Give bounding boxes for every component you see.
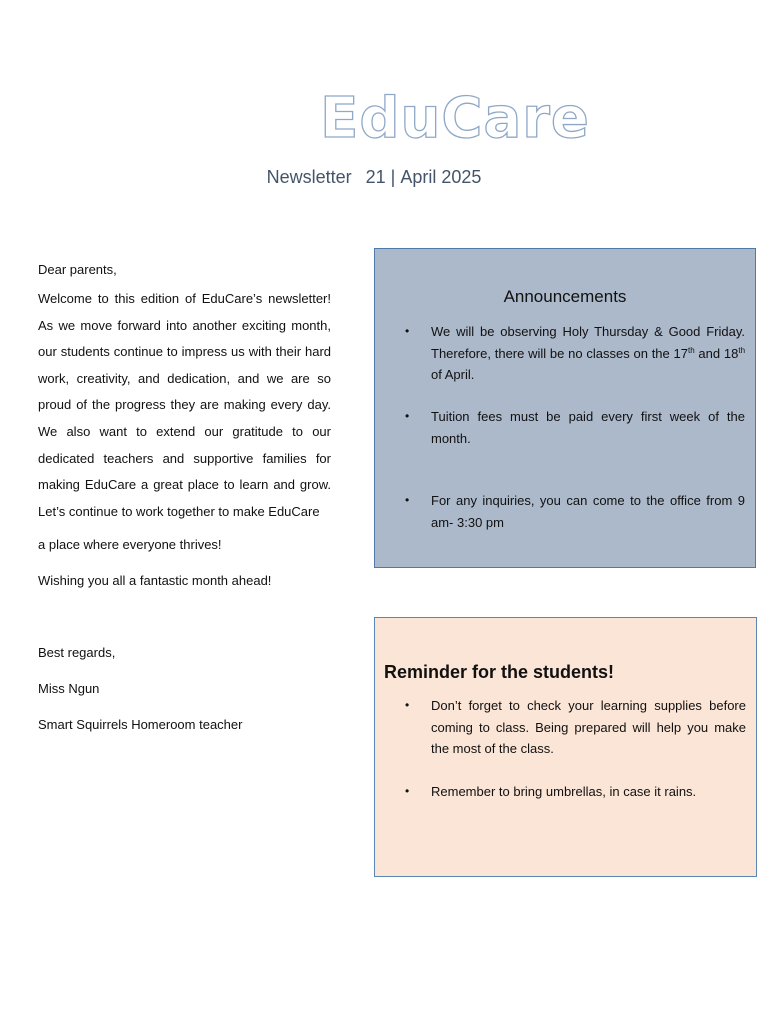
letter-wish: Wishing you all a fantastic month ahead! — [38, 573, 272, 589]
reminder-item-supplies — [405, 695, 746, 760]
ordinal-suffix: th — [688, 345, 695, 355]
announcement-item-inquiries — [405, 490, 745, 533]
announcements-box — [374, 248, 756, 568]
newsletter-label: Newsletter — [266, 167, 352, 187]
reminder-umbrellas-text: Remember to bring umbrellas, in case it rains. — [431, 784, 697, 799]
newsletter-subtitle — [200, 164, 548, 190]
announcement-item-holidays — [405, 321, 746, 386]
bullet-icon: • — [405, 409, 410, 423]
announcement-item-tuition — [405, 406, 745, 449]
bullet-icon: • — [405, 324, 410, 338]
bullet-icon: • — [405, 493, 410, 507]
reminder-title: Reminder for the students! — [384, 662, 615, 682]
announcement-inquiries-text: For any inquiries, you can come to the office from 9 am- 3:30 pm — [431, 493, 745, 530]
announcement-tuition-text: Tuition fees must be paid every first week of the month. — [431, 409, 745, 446]
letter-body: Welcome to this edition of EduCare’s newsletter! As we move forward into another exciting month, our students continue to impress us with their hard work, creativity, and dedication, and we are so proud of the progress they are making every day. We also want to extend our gratitude to our dedicated teachers and supportive families for making EduCare a great place to learn and grow. Let’s continue to work together to make EduCare — [38, 291, 331, 519]
letter-signature: Miss Ngun — [38, 681, 100, 697]
announcement-holidays-text-2: and 18 — [694, 345, 739, 361]
issue-date: April 2025 — [400, 167, 482, 187]
bullet-icon: • — [405, 698, 410, 712]
letter-to-parents — [38, 258, 331, 735]
letter-closing: Best regards, — [38, 645, 116, 661]
reminder-item-umbrellas — [405, 781, 746, 803]
announcement-holidays-text-3: of April. — [431, 367, 475, 382]
bullet-icon: • — [405, 784, 410, 798]
reminder-supplies-text: Don’t forget to check your learning supplies before coming to class. Being prepared will help you make the most of the class. — [431, 698, 746, 756]
newsletter-brand-title: EduCare — [320, 86, 590, 151]
issue-number: 21 — [365, 167, 386, 187]
ordinal-suffix: th — [738, 345, 746, 355]
announcement-holidays-text: We will be observing Holy Thursday & Good Friday. Therefore, there will be no classes on the 17 — [431, 324, 745, 361]
letter-salutation: Dear parents, — [38, 262, 117, 277]
announcements-title: Announcements — [503, 287, 627, 306]
reminder-box — [374, 617, 757, 877]
letter-signer-role: Smart Squirrels Homeroom teacher — [38, 717, 243, 733]
subtitle-separator: | — [390, 167, 396, 187]
letter-body-end: a place where everyone thrives! — [38, 537, 222, 553]
